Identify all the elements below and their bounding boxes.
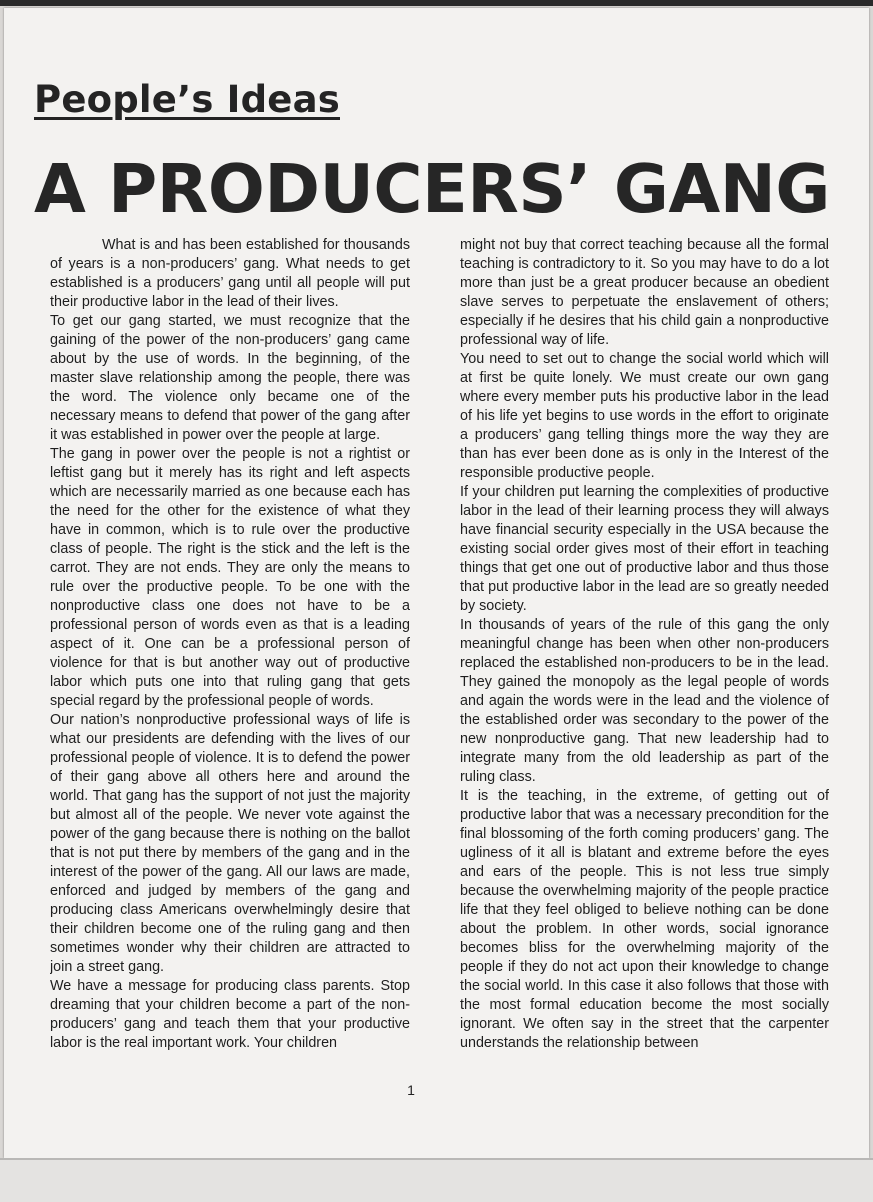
- paragraph: Our nation’s nonproductive professional ways of life is what our presidents are defending with the lives of our professional people of violence. It is to defend the power of their gang above all others here and around the world. That gang has the support of not just the majority but almost all of the people. We never vote against the power of the gang because there is nothing on the ballot that is not put there by members of the gang and in the interest of the power of the gang. All our laws are made, enforced and judged by members of the gang and producing class Americans overwhelmingly desire that their children become one of the ruling gang and then sometimes wonder why their children are attracted to join a street gang.: [50, 712, 410, 975]
- left-column: [50, 236, 410, 1061]
- right-column: [460, 236, 829, 1061]
- paragraph: What is and has been established for thousands of years is a non-producers’ gang. What needs to get established is a producers’ gang until all people will put their productive labor in the lead of their lives.: [50, 237, 410, 310]
- article-title: A PRODUCERS’ GANG: [34, 150, 830, 228]
- paragraph: To get our gang started, we must recognize that the gaining of the power of the non-producers’ gang came about by the use of words. In the beginning, of the master slave relationship among the people, there was the word. The violence only became one of the necessary means to defend that power of the gang after it was established in power over the people at large.: [50, 313, 410, 443]
- paragraph: In thousands of years of the rule of this gang the only meaningful change has been when other non-producers replaced the established non-producers to be in the lead. They gained the monopoly as the legal people of words and again the words were in the lead and the violence of the established order was secondary to the power of the new nonproductive gang. That new leadership had to integrate many from the old leadership as part of the ruling class.: [460, 617, 829, 785]
- paragraph: might not buy that correct teaching because all the formal teaching is contradictory to it. So you may have to do a lot more than just be a great producer because an obedient slave serves to perpetuate the enslavement of others; especially if he desires that his child gain a nonproductive professional way of life.: [460, 237, 829, 348]
- page-number: 1: [407, 1082, 415, 1098]
- paragraph: We have a message for producing class parents. Stop dreaming that your children become a part of the non-producers’ gang and teach them that your productive labor is the real important work. Your children: [50, 978, 410, 1051]
- document-page: [4, 8, 869, 1158]
- paragraph: If your children put learning the complexities of productive labor in the lead of their learning process they will always have financial security especially in the USA because the existing social order gives most of their effort in teaching things that get one out of productive labor and thus those that put productive labor in the lead are so greatly needed by society.: [460, 484, 829, 614]
- paragraph: The gang in power over the people is not a rightist or leftist gang but it merely has its right and left aspects which are necessarily married as one because each has the need for the other for the existence of what they have in common, which is to rule over the productive class of people. The right is the stick and the left is the carrot. They are not ends. They are only the means to rule over the productive people. To be one with the nonproductive class one does not have to be a professional person of words even as that is a leading aspect of it. One can be a professional person of violence for that is but another way out of productive labor which puts one into that ruling gang that gets special regard by the professional people of words.: [50, 446, 410, 709]
- top-edge: [0, 0, 873, 6]
- paragraph: You need to set out to change the social world which will at first be quite lonely. We must create our own gang where every member puts his productive labor in the lead of his life yet begins to use words in the effort to originate a producers’ gang telling things more the way they are than has ever been done as is only in the Interest of the responsible productive people.: [460, 351, 829, 481]
- section-kicker: People’s Ideas: [34, 78, 340, 121]
- next-page-edge: [0, 1158, 873, 1202]
- paragraph: It is the teaching, in the extreme, of getting out of productive labor that was a necessary precondition for the final blossoming of the forth coming producers’ gang. The ugliness of it all is blatant and extreme before the eyes and ears of the people. This is not less true simply because the overwhelming majority of the people practice life that they feel obliged to believe nothing can be done about the problem. In other words, social ignorance becomes bliss for the overwhelming majority of the people if they do not act upon their knowledge to change the social world. In this case it also follows that those with the most formal education become the most socially ignorant. We often say in the street that the carpenter understands the relationship between: [460, 788, 829, 1051]
